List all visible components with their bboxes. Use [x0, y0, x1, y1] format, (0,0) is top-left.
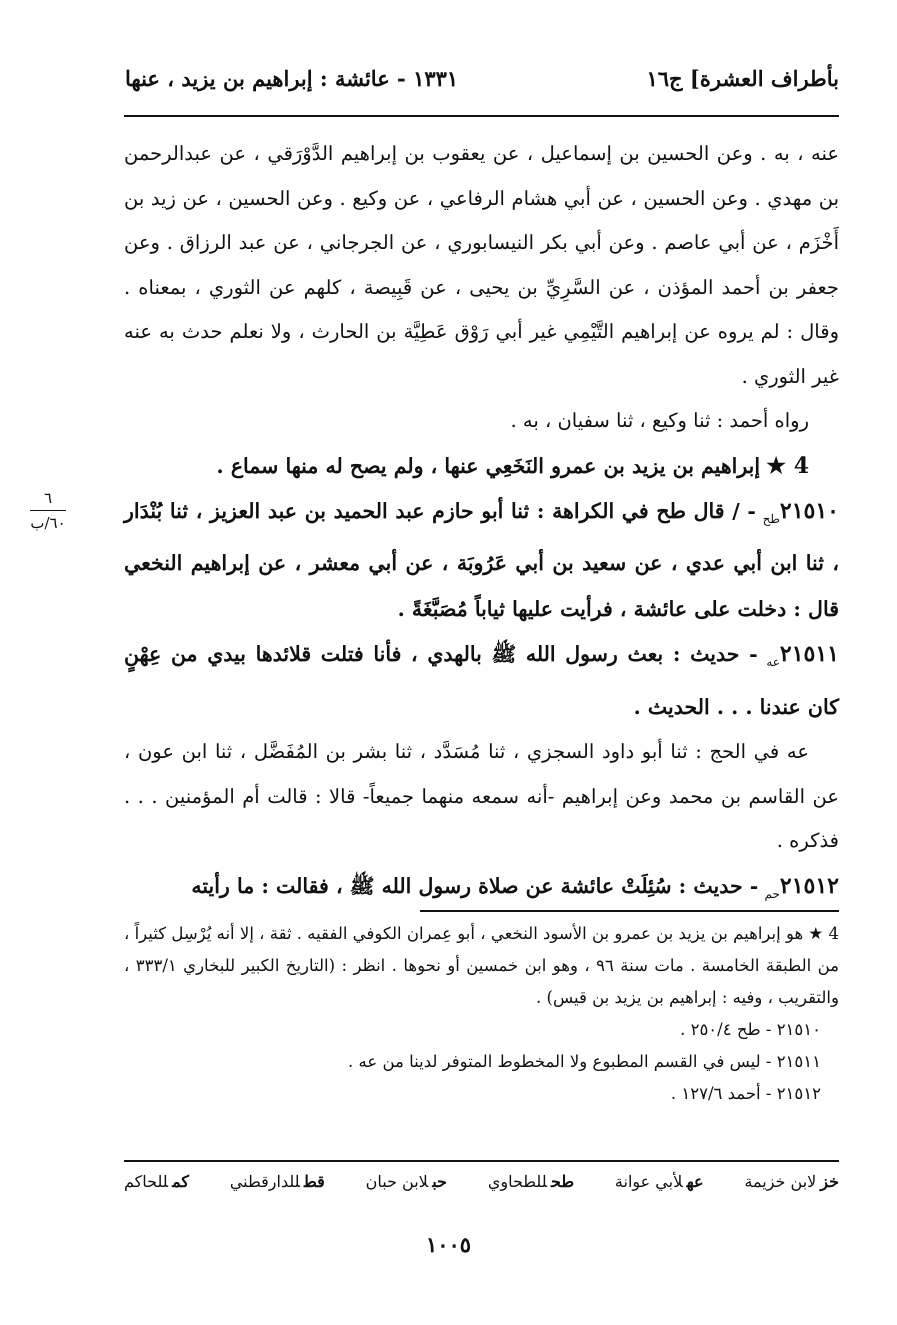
legend-label: لابن حبان [365, 1172, 429, 1191]
margin-note [24, 488, 72, 533]
hadith-entry [124, 632, 839, 730]
page-number: ١٠٠٥ [425, 1232, 472, 1257]
header-rule [124, 115, 839, 117]
footnote: ٢١٥١٢ - أحمد ١٢٧/٦ . [670, 1084, 821, 1103]
footnote-rule [420, 910, 839, 912]
hadith-text: - / قال طح في الكراهة : ثنا أبو حازم عبد الحميد بن عبد العزيز ، ثنا بُنْدَار ، ثنا ابن أبي عدي ، عن سعيد بن أبي عَرُوبَة ، عن أبي معشر ، عن إبراهيم النخعي قال : دخلت على عائشة ، فرأيت عليها ثياباً مُصَبَّغَةً . [124, 499, 839, 621]
hadith-text: - حديث : بعث رسول الله ﷺ بالهدي ، فأنا فتلت قلائدها بيدي من عِهْنٍ كان عندنا . . . الحديث . [124, 642, 839, 719]
legend-rule [124, 1160, 839, 1162]
legend-code: كم [172, 1172, 189, 1191]
legend-item [744, 1172, 839, 1191]
margin-note-bottom: ٦٠/ب [30, 514, 66, 532]
legend-item [366, 1172, 447, 1191]
legend-label: لأبي عوانة [614, 1172, 683, 1191]
legend-code: قط [303, 1172, 325, 1191]
paragraph: عنه ، به . وعن الحسين بن إسماعيل ، عن يعقوب بن إبراهيم الدَّوْرَقي ، عن عبدالرحمن بن مهدي . وعن الحسين ، عن أبي هشام الرفاعي ، عن وكيع . وعن الحسين ، عن زيد بن أَخْزَم ، عن أبي عاصم . وعن أبي بكر النيسابوري ، عن الجرجاني ، عن عبد الرزاق . وعن جعفر بن أحمد المؤذن ، عن السَّرِيِّ بن يحيى ، عن قَبِيصة ، كلهم عن الثوري ، بمعناه . وقال : لم يروه عن إبراهيم التَّيْمِي غير أبي رَوْق عَطِيَّة بن الحارث ، ولا نعلم حدث به عنه غير الثوري . [124, 142, 839, 388]
source-code: حم [764, 886, 780, 901]
footnotes [124, 918, 839, 1110]
main-text [124, 132, 839, 916]
narrator-entry [124, 444, 839, 490]
legend-code: خز [820, 1172, 839, 1191]
legend-item [230, 1172, 325, 1191]
hadith-number: ٢١٥١٠ [779, 498, 839, 524]
hadith-number: ٢١٥١١ [779, 641, 839, 668]
legend-item [124, 1172, 189, 1191]
footnote: ٢١٥١١ - ليس في القسم المطبوع ولا المخطوط المتوفر لدينا من عه . [348, 1052, 821, 1071]
legend-label: للدارقطني [229, 1172, 300, 1191]
legend-item [615, 1172, 704, 1191]
legend-label: للطحاوي [487, 1172, 547, 1191]
footnote: 4 ★ هو إبراهيم بن يزيد بن عمرو بن الأسود النخعي ، أبو عِمران الكوفي الفقيه . ثقة ، إلا أنه يُرْسِل كثيراً ، من الطبقة الخامسة . مات سنة ٩٦ ، وهو ابن خمسين أو نحوها . انظر : (التاريخ الكبير للبخاري ٣٣٣/١ ، والتقريب ، وفيه : إبراهيم بن يزيد بن قيس) . [124, 924, 840, 1007]
legend-label: للحاكم [124, 1172, 169, 1191]
source-code: عه [766, 655, 780, 670]
legend-code: حب [432, 1172, 447, 1191]
abbreviation-legend [124, 1172, 839, 1191]
paragraph: عه في الحج : ثنا أبو داود السجزي ، ثنا مُسَدَّد ، ثنا بشر بن المُفَضَّل ، ثنا ابن عون ، عن القاسم بن محمد وعن إبراهيم -أنه سمعه منهما جميعاً- قالا : قالت أم المؤمنين . . . فذكره . [124, 740, 839, 853]
margin-note-top: ٦ [43, 489, 53, 507]
running-title: بأطراف العشرة] ج١٦ [646, 66, 839, 91]
hadith-number: ٢١٥١٢ [779, 872, 839, 899]
margin-note-divider [30, 510, 66, 511]
page-header [125, 60, 839, 100]
legend-item [488, 1172, 574, 1191]
legend-code: عه [686, 1172, 704, 1191]
legend-label: لابن خزيمة [744, 1172, 817, 1191]
section-title: ١٣٣١ - عائشة : إبراهيم بن يزيد ، عنها [125, 66, 459, 91]
footnote: ٢١٥١٠ - طح ٢٥٠/٤ . [680, 1020, 821, 1039]
source-code: طح [762, 511, 780, 526]
paragraph: رواه أحمد : ثنا وكيع ، ثنا سفيان ، به . [510, 409, 809, 432]
hadith-text: - حديث : سُئِلَتْ عائشة عن صلاة رسول الله ﷺ ، فقالت : ما رأيته [191, 873, 759, 898]
legend-code: طح [550, 1172, 575, 1191]
entry-text: إبراهيم بن يزيد بن عمرو النَخَعِي عنها ، ولم يصح له منها سماع . [216, 453, 761, 478]
entry-marker: 4 ★ [766, 452, 809, 479]
hadith-entry [124, 489, 839, 632]
hadith-entry [124, 864, 839, 916]
